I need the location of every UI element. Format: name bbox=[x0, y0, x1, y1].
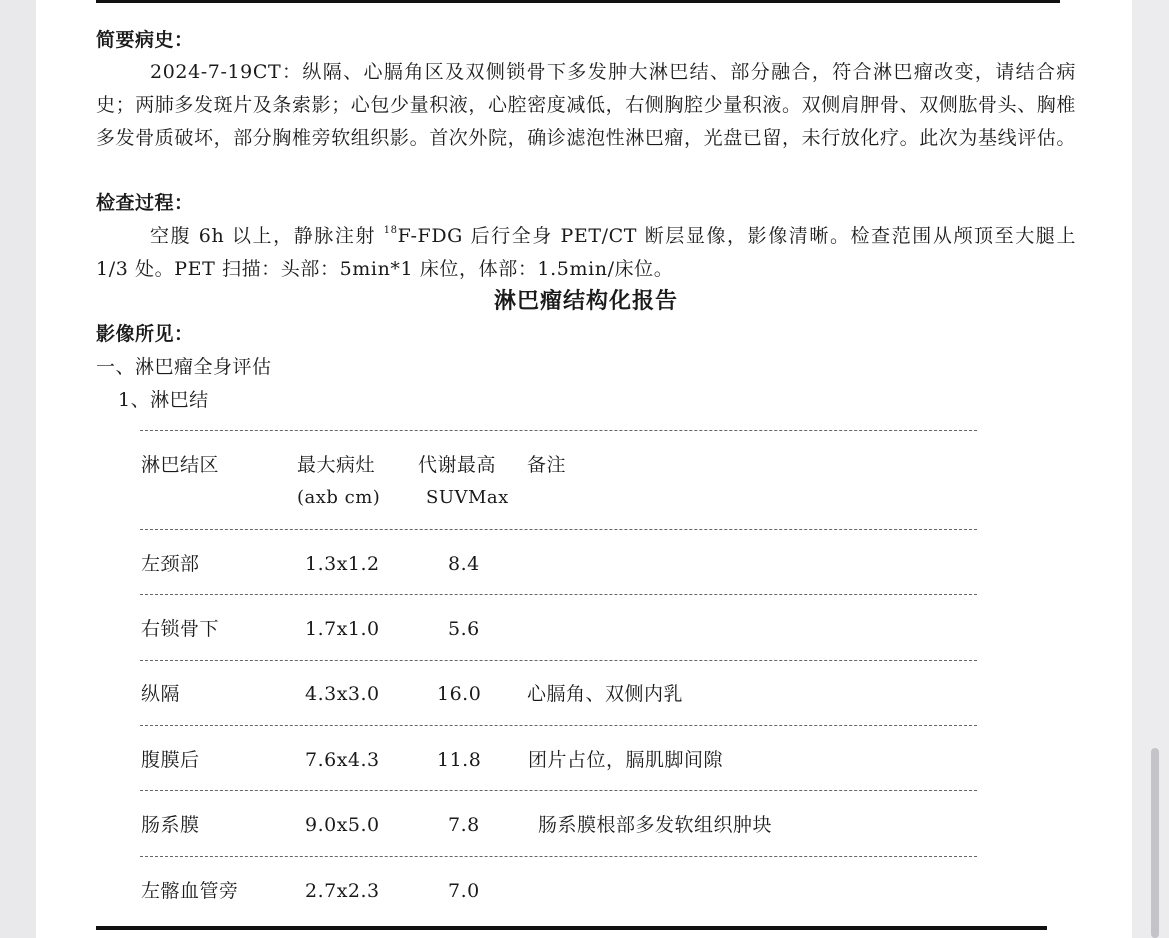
cell-size: 1.3x1.2 bbox=[305, 553, 380, 575]
cell-suv: 5.6 bbox=[448, 618, 480, 640]
history-text: 2024-7-19CT：纵隔、心膈角区及双侧锁骨下多发肿大淋巴结、部分融合，符合淋巴瘤改变，请结合病史；两肺多发斑片及条索影；心包少量积液，心腔密度减低，右侧胸腔少量积液。双侧肩胛骨、双侧肱骨头、胸椎多发骨质破坏，部分胸椎旁软组织影。首次外院，确诊滤泡性淋巴瘤，光盘已留，未行放化疗。此次为基线评估。 bbox=[96, 61, 1077, 149]
section-heading: 一、淋巴瘤全身评估 bbox=[96, 356, 272, 378]
header-suv-unit: SUVMax bbox=[426, 487, 509, 508]
cell-size: 7.6x4.3 bbox=[305, 749, 380, 771]
table-divider bbox=[140, 660, 977, 661]
findings-heading: 影像所见： bbox=[96, 323, 194, 345]
cell-region: 纵隔 bbox=[141, 683, 181, 705]
procedure-heading: 检查过程： bbox=[96, 192, 194, 214]
cell-note: 肠系膜根部多发软组织肿块 bbox=[538, 814, 773, 836]
cell-size: 1.7x1.0 bbox=[305, 618, 380, 640]
cell-suv: 8.4 bbox=[448, 553, 480, 575]
top-rule bbox=[96, 0, 1060, 3]
cell-region: 肠系膜 bbox=[141, 814, 200, 836]
cell-region: 腹膜后 bbox=[141, 749, 200, 771]
cell-region: 右锁骨下 bbox=[141, 618, 220, 640]
subsection-heading: 1、淋巴结 bbox=[118, 389, 209, 411]
history-heading: 简要病史： bbox=[96, 29, 194, 51]
cell-note: 团片占位，膈肌脚间隙 bbox=[528, 749, 724, 771]
cell-suv: 16.0 bbox=[437, 683, 482, 705]
table-divider bbox=[140, 529, 977, 530]
header-lesion-unit: (axb cm) bbox=[297, 487, 381, 508]
cell-suv: 11.8 bbox=[437, 749, 482, 771]
cell-region: 左髂血管旁 bbox=[141, 880, 239, 902]
table-divider bbox=[140, 856, 977, 857]
header-note: 备注 bbox=[527, 454, 567, 476]
header-region: 淋巴结区 bbox=[141, 454, 220, 476]
report-title: 淋巴瘤结构化报告 bbox=[493, 288, 678, 314]
cell-size: 9.0x5.0 bbox=[305, 814, 380, 836]
header-suv: 代谢最高 bbox=[418, 454, 497, 476]
header-lesion: 最大病灶 bbox=[297, 454, 376, 476]
cell-size: 4.3x3.0 bbox=[305, 683, 380, 705]
cell-region: 左颈部 bbox=[141, 553, 200, 575]
procedure-text: 空腹 6h 以上，静脉注射 $^{18}$F-FDG 后行全身 PET/CT 断层显像，影像清晰。检查范围从颅顶至大腿上 1/3 处。PET 扫描：头部：5min*1 床位，体部：1.5min/床位。 bbox=[96, 225, 1076, 280]
table-divider bbox=[140, 725, 977, 726]
scrollbar-thumb[interactable] bbox=[1151, 748, 1159, 938]
cell-suv: 7.8 bbox=[448, 814, 480, 836]
bottom-rule bbox=[96, 926, 1047, 930]
cell-suv: 7.0 bbox=[448, 880, 480, 902]
cell-note: 心膈角、双侧内乳 bbox=[527, 683, 684, 705]
table-divider bbox=[140, 790, 977, 791]
table-divider bbox=[140, 430, 977, 431]
table-divider bbox=[140, 594, 977, 595]
cell-size: 2.7x2.3 bbox=[305, 880, 380, 902]
